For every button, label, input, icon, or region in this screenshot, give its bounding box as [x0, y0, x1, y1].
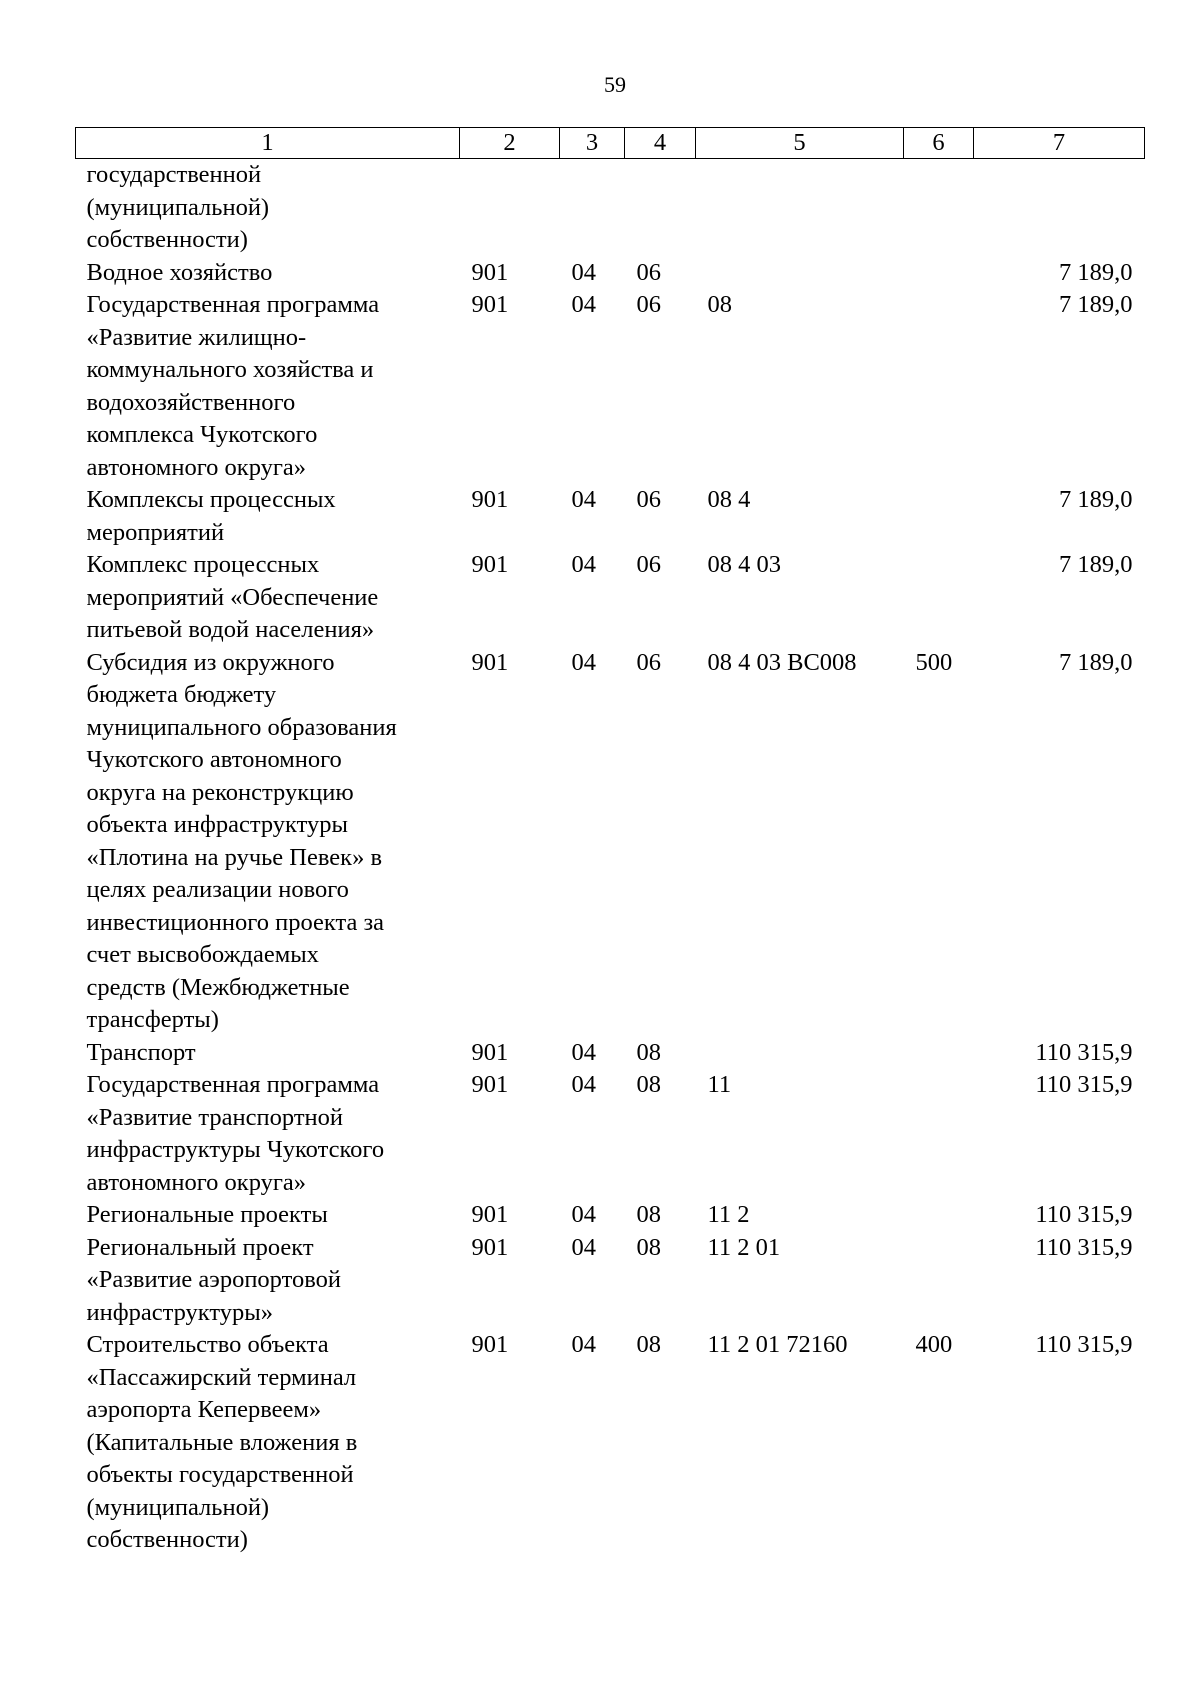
- row-name-line: коммунального хозяйства и: [86, 356, 374, 383]
- target-article-cell: 11 2: [707, 1201, 750, 1228]
- subsection-code-cell: 06: [636, 551, 661, 578]
- admin-code-cell: 901: [471, 291, 509, 318]
- subsection-code-cell: 08: [636, 1233, 661, 1261]
- column-header-7: 7: [974, 128, 1145, 159]
- target-article-cell: 08 4 03 ВС008: [707, 648, 857, 676]
- admin-code-cell: 901: [471, 648, 509, 676]
- target-article-cell: 08: [707, 291, 732, 318]
- expense-type-cell: 400: [915, 1331, 953, 1358]
- row-name-line: автономного округа»: [86, 1168, 307, 1196]
- row-name-cell: [76, 1069, 460, 1199]
- row-name-line: трансферты): [86, 1006, 219, 1033]
- admin-code-cell: 901: [471, 1038, 509, 1066]
- amount-cell: 7 189,0: [1059, 551, 1133, 578]
- amount-cell: 110 315,9: [1035, 1071, 1133, 1098]
- subsection-code-cell: 06: [636, 648, 661, 676]
- row-name-line: «Развитие транспортной: [86, 1103, 344, 1131]
- amount-cell: 110 315,9: [1035, 1038, 1133, 1066]
- column-header-6: 6: [904, 128, 974, 159]
- section-code-cell: 04: [571, 1201, 596, 1228]
- row-name-line: аэропорта Кепервеем»: [86, 1396, 322, 1423]
- table-row: [76, 549, 1145, 647]
- row-name-line: государственной: [86, 161, 262, 188]
- row-name-line: Государственная программа: [86, 1071, 380, 1098]
- target-article-cell: [696, 257, 904, 290]
- row-name-line: (муниципальной): [86, 193, 270, 221]
- row-name-line: «Развитие жилищно-: [86, 323, 307, 351]
- column-header-1: 1: [76, 128, 460, 159]
- target-article-cell: 08 4: [707, 486, 751, 513]
- column-header-4: 4: [625, 128, 696, 159]
- row-name-line: счет высвобождаемых: [86, 941, 319, 968]
- row-name-line: (Капитальные вложения в: [86, 1428, 358, 1456]
- section-code-cell: 04: [571, 291, 596, 318]
- section-code-cell: 04: [571, 258, 596, 286]
- row-name-line: (муниципальной): [86, 1493, 270, 1521]
- subsection-code-cell: 06: [636, 258, 661, 286]
- expense-type-cell: [904, 289, 974, 484]
- section-code-cell: 04: [571, 486, 596, 513]
- table-row: [76, 1069, 1145, 1199]
- table-row: [76, 484, 1145, 549]
- row-name-line: объекты государственной: [86, 1461, 354, 1488]
- row-name-cell: [76, 1232, 460, 1330]
- target-article-cell: [696, 159, 904, 257]
- table-body: [76, 159, 1145, 1557]
- row-name-line: Транспорт: [86, 1038, 196, 1066]
- table-row: [76, 1232, 1145, 1330]
- column-header-5: 5: [696, 128, 904, 159]
- subsection-code-cell: [625, 159, 696, 257]
- expense-type-cell: [904, 257, 974, 290]
- admin-code-cell: 901: [471, 551, 509, 578]
- row-name-cell: [76, 1037, 460, 1070]
- section-code-cell: 04: [571, 648, 596, 676]
- row-name-cell: [76, 484, 460, 549]
- subsection-code-cell: 08: [636, 1331, 661, 1358]
- row-name-line: «Развитие аэропортовой: [86, 1266, 341, 1293]
- section-code-cell: [560, 159, 625, 257]
- budget-table: [75, 127, 1145, 1557]
- table-row: [76, 647, 1145, 1037]
- subsection-code-cell: 06: [636, 486, 661, 513]
- row-name-cell: [76, 647, 460, 1037]
- amount-cell: 7 189,0: [1059, 258, 1133, 286]
- subsection-code-cell: 08: [636, 1038, 661, 1066]
- section-code-cell: 04: [571, 1331, 596, 1358]
- row-name-cell: [76, 257, 460, 290]
- row-name-line: инфраструктуры»: [86, 1298, 273, 1326]
- admin-code-cell: 901: [471, 258, 509, 286]
- admin-code-cell: 901: [471, 1201, 509, 1228]
- section-code-cell: 04: [571, 1038, 596, 1066]
- row-name-line: собственности): [86, 1526, 248, 1553]
- amount-cell: 110 315,9: [1035, 1331, 1133, 1358]
- expense-type-cell: [904, 1232, 974, 1330]
- target-article-cell: [696, 1037, 904, 1070]
- table-row: [76, 257, 1145, 290]
- expense-type-cell: 500: [915, 648, 953, 676]
- table-row: [76, 159, 1145, 257]
- row-name-line: Строительство объекта: [86, 1331, 329, 1358]
- row-name-line: питьевой водой населения»: [86, 616, 375, 643]
- row-name-line: Региональный проект: [86, 1233, 314, 1261]
- row-name-cell: [76, 1329, 460, 1557]
- expense-type-cell: [904, 549, 974, 647]
- row-name-line: Водное хозяйство: [86, 258, 273, 286]
- amount-cell: 7 189,0: [1059, 648, 1133, 676]
- row-name-line: Субсидия из окружного: [86, 648, 335, 676]
- table-row: [76, 1329, 1145, 1557]
- table-row: [76, 1199, 1145, 1232]
- row-name-line: «Плотина на ручье Певек» в: [86, 843, 383, 871]
- section-code-cell: 04: [571, 551, 596, 578]
- target-article-cell: 11: [707, 1071, 732, 1098]
- row-name-line: мероприятий: [86, 518, 225, 546]
- row-name-line: Комплексы процессных: [86, 486, 336, 513]
- row-name-cell: [76, 159, 460, 257]
- subsection-code-cell: 06: [636, 291, 661, 318]
- amount-cell: 110 315,9: [1035, 1233, 1133, 1261]
- admin-code-cell: 901: [471, 1233, 509, 1261]
- row-name-line: муниципального образования: [86, 713, 397, 741]
- row-name-line: «Пассажирский терминал: [86, 1363, 357, 1391]
- admin-code-cell: 901: [471, 1331, 509, 1358]
- row-name-cell: [76, 549, 460, 647]
- row-name-line: целях реализации нового: [86, 876, 349, 903]
- row-name-line: инфраструктуры Чукотского: [86, 1136, 385, 1163]
- row-name-line: Чукотского автономного: [86, 746, 342, 773]
- amount-cell: [974, 159, 1145, 257]
- section-code-cell: 04: [571, 1071, 596, 1098]
- expense-type-cell: [904, 1069, 974, 1199]
- row-name-line: инвестиционного проекта за: [86, 908, 385, 936]
- row-name-line: водохозяйственного: [86, 388, 296, 416]
- row-name-line: средств (Межбюджетные: [86, 973, 350, 1001]
- table-header-row: [76, 128, 1145, 159]
- amount-cell: 7 189,0: [1059, 291, 1133, 318]
- target-article-cell: 08 4 03: [707, 551, 781, 578]
- column-header-2: 2: [460, 128, 560, 159]
- amount-cell: 110 315,9: [1035, 1201, 1133, 1228]
- row-name-cell: [76, 1199, 460, 1232]
- target-article-cell: 11 2 01: [707, 1233, 781, 1261]
- column-header-3: 3: [560, 128, 625, 159]
- page-number: 59: [604, 72, 626, 97]
- row-name-line: объекта инфраструктуры: [86, 811, 348, 838]
- expense-type-cell: [904, 159, 974, 257]
- admin-code-cell: [460, 159, 560, 257]
- row-name-line: мероприятий «Обеспечение: [86, 583, 379, 611]
- table-row: [76, 1037, 1145, 1070]
- row-name-cell: [76, 289, 460, 484]
- row-name-line: Комплекс процессных: [86, 551, 320, 578]
- table-row: [76, 289, 1145, 484]
- expense-type-cell: [904, 484, 974, 549]
- row-name-line: собственности): [86, 226, 248, 253]
- row-name-line: Региональные проекты: [86, 1201, 328, 1228]
- expense-type-cell: [904, 1199, 974, 1232]
- row-name-line: бюджета бюджету: [86, 681, 277, 708]
- section-code-cell: 04: [571, 1233, 596, 1261]
- subsection-code-cell: 08: [636, 1071, 661, 1098]
- expense-type-cell: [904, 1037, 974, 1070]
- row-name-line: автономного округа»: [86, 453, 307, 481]
- row-name-line: округа на реконструкцию: [86, 778, 354, 806]
- row-name-line: комплекса Чукотского: [86, 421, 318, 448]
- row-name-line: Государственная программа: [86, 291, 380, 318]
- subsection-code-cell: 08: [636, 1201, 661, 1228]
- admin-code-cell: 901: [471, 486, 509, 513]
- target-article-cell: 11 2 01 72160: [707, 1331, 848, 1358]
- amount-cell: 7 189,0: [1059, 486, 1133, 513]
- admin-code-cell: 901: [471, 1071, 509, 1098]
